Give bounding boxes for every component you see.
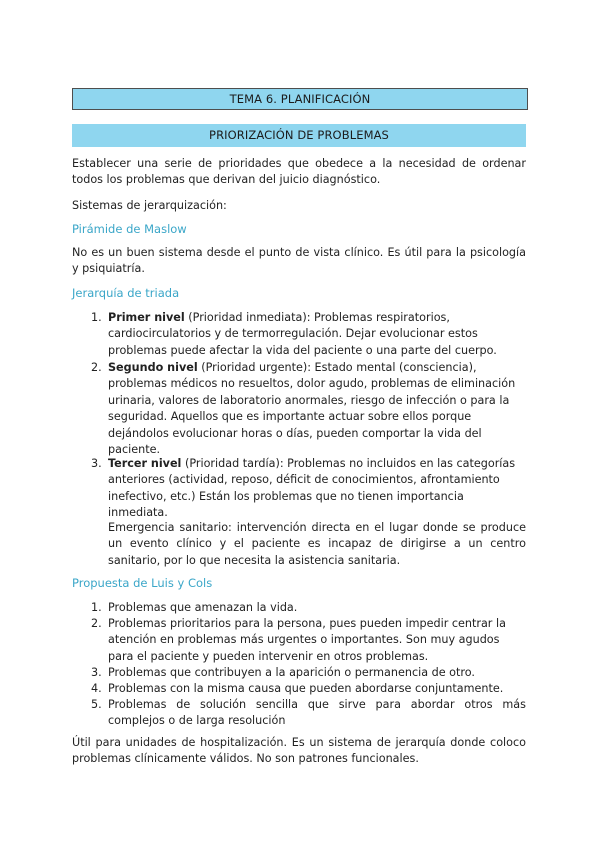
list-number: 2. [91,617,102,630]
list-number: 2. [91,361,102,374]
list-item: Problemas prioritarios para la persona, pues pueden impedir centrar la atención en problemas más urgentes o importantes. Son muy agudos para el paciente y pueden intervenir en otros problemas. [108,617,506,663]
list-item: Problemas con la misma causa que pueden abordarse conjuntamente. [108,682,504,695]
list-number: 3. [91,457,102,470]
closing-paragraph: Útil para unidades de hospitalización. Es un sistema de jerarquía donde coloco problemas clínicamente válidos. No son patrones funcionales. [72,736,526,766]
list-item [108,456,526,522]
maslow-heading: Pirámide de Maslow [72,222,187,236]
list-item [108,360,526,458]
item-text: (Prioridad urgente): Estado mental (consciencia), problemas médicos no resueltos, dolor agudo, problemas de eliminación urinaria, valores de laboratorio anormales, riesgo de infección o para la seguridad. Aquellos que es importante actuar sobre ellos porque dejándolos evolucionar horas o días, pueden comportar la vida del paciente. [108,361,516,457]
item-title: Primer nivel [108,311,185,324]
list-item: Problemas de solución sencilla que sirve para abordar otros más complejos o de larga resolución [108,698,526,728]
maslow-paragraph: No es un buen sistema desde el punto de vista clínico. Es útil para la psicología y psiquiatría. [72,246,526,276]
intro-paragraph: Establecer una serie de prioridades que obedece a la necesidad de ordenar todos los problemas que derivan del juicio diagnóstico. [72,157,526,187]
list-number: 3. [91,666,102,679]
list-item: Problemas que contribuyen a la aparición o permanencia de otro. [108,666,475,679]
list-number: 4. [91,682,102,695]
item-text: (Prioridad tardía): Problemas no incluidos en las categorías anteriores (actividad, reposo, déficit de conocimientos, afrontamiento inefectivo, etc.) Están los problemas que no tienen importancia inmediata. [108,457,516,520]
item-title: Segundo nivel [108,361,198,374]
systems-label: Sistemas de jerarquización: [72,199,227,212]
list-item [108,310,526,359]
item-title: Tercer nivel [108,457,182,470]
luis-heading: Propuesta de Luis y Cols [72,576,213,590]
item-text: (Prioridad inmediata): Problemas respiratorios, cardiocirculatorios y de termorregulación. Dejar evolucionar estos problemas puede afectar la vida del paciente o una parte del cuerpo. [108,311,497,357]
list-number: 5. [91,698,102,711]
list-number: 1. [91,601,102,614]
section-title: PRIORIZACIÓN DE PROBLEMAS [72,124,526,147]
list-number: 1. [91,311,102,324]
chapter-title: TEMA 6. PLANIFICACIÓN [72,88,528,110]
triada-heading: Jerarquía de triada [72,286,180,300]
emergency-note: Emergencia sanitario: intervención directa en el lugar donde se produce un evento clínico y el paciente es incapaz de dirigirse a un centro sanitario, por lo que necesita la asistencia sanitaria. [108,521,526,567]
list-item: Problemas que amenazan la vida. [108,601,298,614]
